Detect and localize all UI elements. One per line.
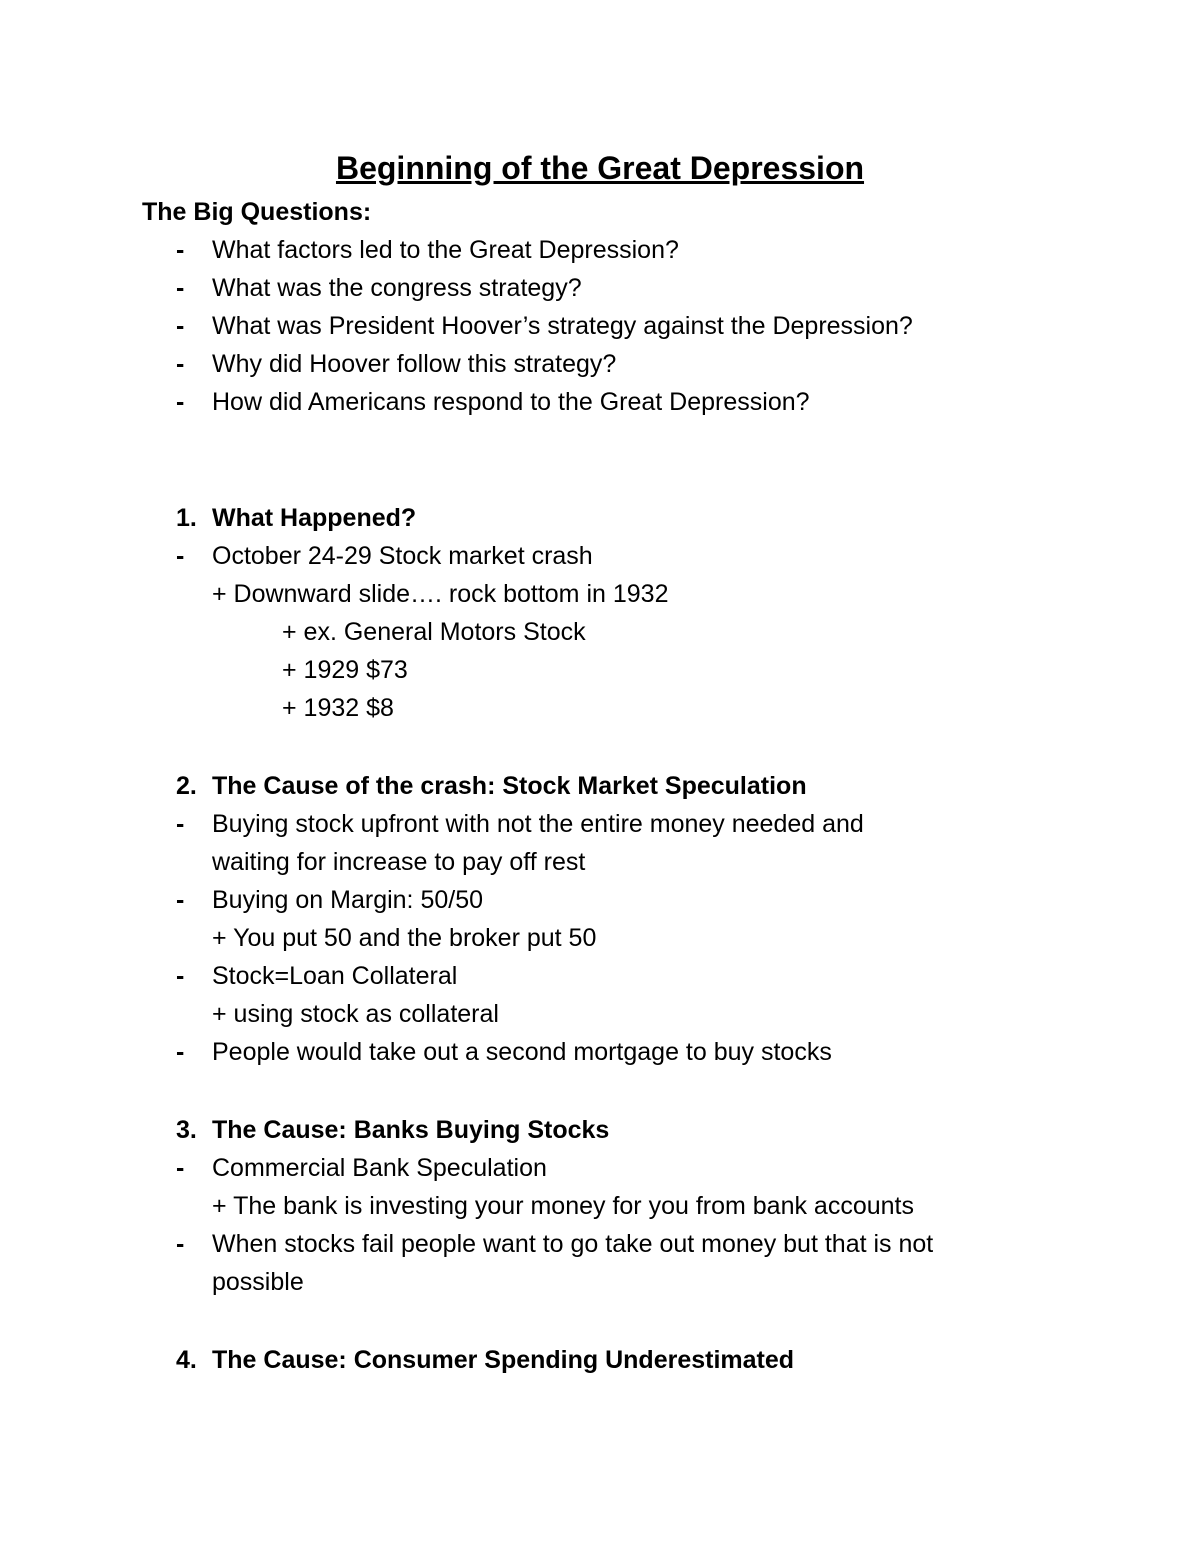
bullet-dash: - [176, 886, 185, 914]
section-line: Commercial Bank Speculation [212, 1154, 547, 1182]
section-line: waiting for increase to pay off rest [212, 848, 586, 876]
bullet-dash: - [176, 388, 185, 416]
section-heading: What Happened? [212, 504, 417, 532]
bullet-dash: - [176, 1038, 185, 1066]
section-line: When stocks fail people want to go take out money but that is not [212, 1230, 934, 1258]
section-number: 4. [176, 1346, 197, 1374]
bullet-dash: - [176, 274, 185, 302]
section-subline: + The bank is investing your money for you from bank accounts [212, 1192, 914, 1220]
section-subline: + Downward slide…. rock bottom in 1932 [212, 580, 669, 608]
section-line: Stock=Loan Collateral [212, 962, 458, 990]
bullet-dash: - [176, 810, 185, 838]
section-line: Buying on Margin: 50/50 [212, 886, 484, 914]
section-heading: The Cause: Consumer Spending Underestimated [212, 1346, 795, 1374]
bullet-dash: - [176, 312, 185, 340]
question-item: How did Americans respond to the Great Depression? [212, 388, 810, 416]
bullet-dash: - [176, 236, 185, 264]
section-number: 1. [176, 504, 197, 532]
section-subline: + 1929 $73 [282, 656, 408, 684]
question-item: What was President Hoover’s strategy against the Depression? [212, 312, 913, 340]
section-subline: + using stock as collateral [212, 1000, 499, 1028]
section-line: October 24-29 Stock market crash [212, 542, 593, 570]
question-item: Why did Hoover follow this strategy? [212, 350, 617, 378]
bullet-dash: - [176, 1230, 185, 1258]
bullet-dash: - [176, 542, 185, 570]
question-item: What was the congress strategy? [212, 274, 582, 302]
section-line: possible [212, 1268, 304, 1296]
section-subline: + 1932 $8 [282, 694, 394, 722]
question-item: What factors led to the Great Depression? [212, 236, 679, 264]
section-line: People would take out a second mortgage to buy stocks [212, 1038, 832, 1066]
bullet-dash: - [176, 1154, 185, 1182]
section-heading: The Cause: Banks Buying Stocks [212, 1116, 610, 1144]
page-title: Beginning of the Great Depression [335, 150, 865, 186]
section-number: 3. [176, 1116, 197, 1144]
section-heading: The Cause of the crash: Stock Market Speculation [212, 772, 807, 800]
section-line: Buying stock upfront with not the entire money needed and [212, 810, 864, 838]
section-subline: + ex. General Motors Stock [282, 618, 586, 646]
bullet-dash: - [176, 962, 185, 990]
bullet-dash: - [176, 350, 185, 378]
section-subline: + You put 50 and the broker put 50 [212, 924, 597, 952]
section-number: 2. [176, 772, 197, 800]
intro-heading: The Big Questions: [142, 198, 372, 226]
